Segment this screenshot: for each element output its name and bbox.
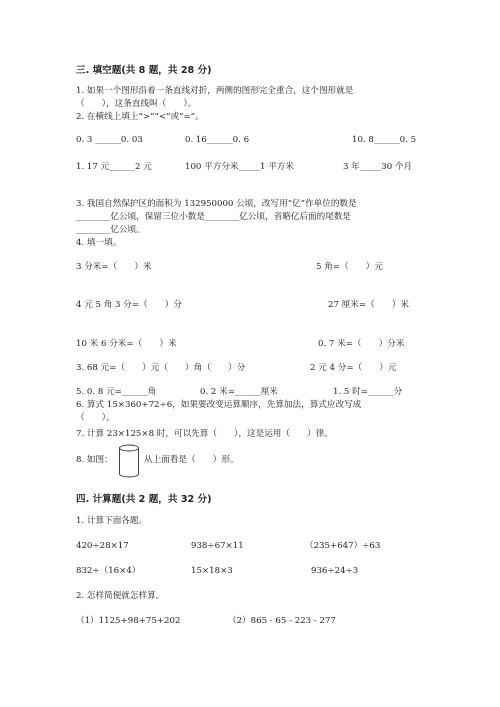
q2-r1-c1: 0. 3 ______0. 03 — [76, 135, 143, 145]
q2-r2-c1: 1. 17 元______2 元 — [76, 162, 152, 172]
q4-last-c1: 3. 68 元=（ ）元（ ）角（ ）分 — [76, 363, 246, 373]
s4-q1-r2-c1: 832÷（16×4） — [76, 566, 141, 576]
section-title-calculation: 四. 计算题(共 2 题，共 32 分) — [76, 494, 212, 505]
s4-q1-r2-c3: 936÷24÷3 — [311, 566, 359, 576]
q5-c3: 1. 5 时=______分 — [333, 387, 403, 397]
q4-r1-c1: 3 分米=（ ）米 — [76, 262, 152, 272]
q2-r2-c2: 100 平方分米_____1 平方米 — [185, 162, 294, 172]
s4-q2-prompt: 2. 怎样简便就怎样算。 — [76, 591, 165, 601]
q1-line2: （ ），这条直线叫（ ）。 — [76, 99, 197, 109]
q4-r1-c2: 5 角=（ ）元 — [316, 262, 383, 272]
q4-r3-c1: 10 米 6 分米=（ ）米 — [76, 339, 177, 349]
q2-r1-c3: 10. 8______0. 5 — [352, 135, 417, 145]
s4-q1-r2-c2: 15×18×3 — [191, 566, 233, 576]
q4-r3-c2: 0. 7 米=（ ）分米 — [318, 339, 405, 349]
s4-q1-prompt: 1. 计算下面各题。 — [76, 516, 148, 526]
s4-q2-item2: （2）865 - 65 - 223 - 277 — [228, 616, 336, 626]
s4-q1-r1-c2: 938÷67×11 — [191, 541, 244, 551]
q5-c1: 5. 0. 8 元=______角 — [76, 387, 157, 397]
q4-prompt: 4. 填一填。 — [76, 238, 122, 248]
q4-r2-c1: 4 元 5 角 3 分=（ ）分 — [76, 300, 183, 310]
q4-last-c2: 2 元 4 分=（ ）元 — [310, 363, 397, 373]
s4-q2-item1: （1）1125+98+75+202 — [76, 616, 181, 626]
s4-q1-r1-c1: 420÷28×17 — [76, 541, 129, 551]
q3-line1: 3. 我国自然保护区的面积为 132950000 公顷，改写用“亿”作单位的数是 — [76, 199, 357, 209]
q7-text: 7. 计算 23×125×8 时，可以先算（ ），这是运用（ ）律。 — [76, 429, 333, 439]
cylinder-figure — [118, 444, 140, 478]
q4-r2-c2: 27 厘米=（ ）米 — [328, 300, 410, 310]
q2-r2-c3: 3 年_____30 个月 — [343, 162, 413, 172]
q6-line1: 6. 算式 15×360+72÷6，如果要改变运算顺序，先算加法，算式应改写成 — [76, 400, 362, 410]
q6-line2: （ ）。 — [76, 413, 115, 423]
q3-line3: ________亿公顷。 — [76, 225, 145, 235]
q5-c2: 0. 2 米=______厘米 — [200, 387, 278, 397]
q8-suffix: 从上面看是（ ）形。 — [144, 455, 239, 465]
q3-line2: ________亿公顷，保留三位小数是________亿公顷，省略亿后面的尾数是 — [76, 212, 352, 222]
q2-prompt: 2. 在横线上填上“>”“<”或“=”。 — [76, 112, 204, 122]
q1-line1: 1. 如果一个图形沿着一条直线对折，两侧的图形完全重合，这个图形就是 — [76, 86, 354, 96]
section-title-fill-blank: 三. 填空题(共 8 题，共 28 分) — [76, 65, 212, 76]
q8-prefix: 8. 如图： — [76, 455, 113, 465]
s4-q1-r1-c3: （235+647）÷63 — [305, 541, 381, 551]
q2-r1-c2: 0. 16______0. 6 — [185, 135, 250, 145]
